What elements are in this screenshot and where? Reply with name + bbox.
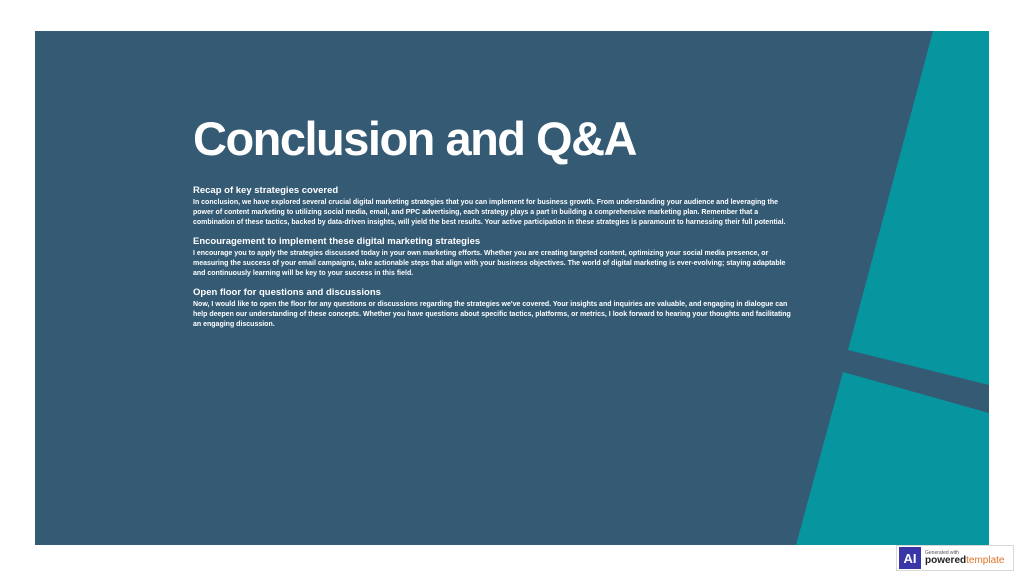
section-body: Now, I would like to open the floor for any questions or discussions regarding the strategies we've covered. Your insights and inquiries are valuable, and engaging in dialogue can help deepen our understanding of these concepts. Whether you have questions about specific tactics, platforms, or metrics, I look forward to hearing your thoughts and facilitating an engaging discussion. — [193, 301, 791, 328]
section-open-floor — [193, 287, 793, 330]
section-body: I encourage you to apply the strategies discussed today in your own marketing efforts. Whether you are creating targeted content, optimizing your social media presence, or measuring the success of your email campaigns, take actionable steps that align with your business objectives. The world of digital marketing is ever-evolving; staying adaptable and continuously learning will be key to your success in this field. — [193, 250, 786, 277]
slide-title: Conclusion and Q&A — [193, 112, 636, 165]
section-heading: Open floor for questions and discussions — [193, 287, 381, 298]
section-encouragement — [193, 236, 793, 279]
section-recap — [193, 185, 793, 228]
teal-shape-upper — [848, 31, 989, 385]
badge-brand-bold: powered — [925, 554, 967, 566]
ai-logo-icon: AI — [899, 547, 921, 569]
slide — [35, 31, 989, 545]
section-body: In conclusion, we have explored several crucial digital marketing strategies that you can implement for business growth. From understanding your audience and leveraging the power of content marketing to utilizing social media, email, and PPC advertising, each strategy plays a part in building a comprehensive marketing plan. Remember that a combination of these tactics, backed by data-driven insights, will yield the best results. Your active participation in these strategies is paramount to harnessing their full potential. — [193, 199, 786, 226]
slide-content — [193, 113, 793, 338]
powered-template-badge[interactable] — [896, 545, 1014, 571]
badge-brand — [925, 556, 1004, 566]
teal-shape-lower — [796, 372, 989, 545]
section-heading: Recap of key strategies covered — [193, 185, 339, 196]
badge-generated-with: Generated with — [925, 549, 959, 556]
badge-brand-light: template — [966, 554, 1005, 566]
section-heading: Encouragement to implement these digital marketing strategies — [193, 236, 481, 247]
badge-text — [925, 551, 1004, 566]
